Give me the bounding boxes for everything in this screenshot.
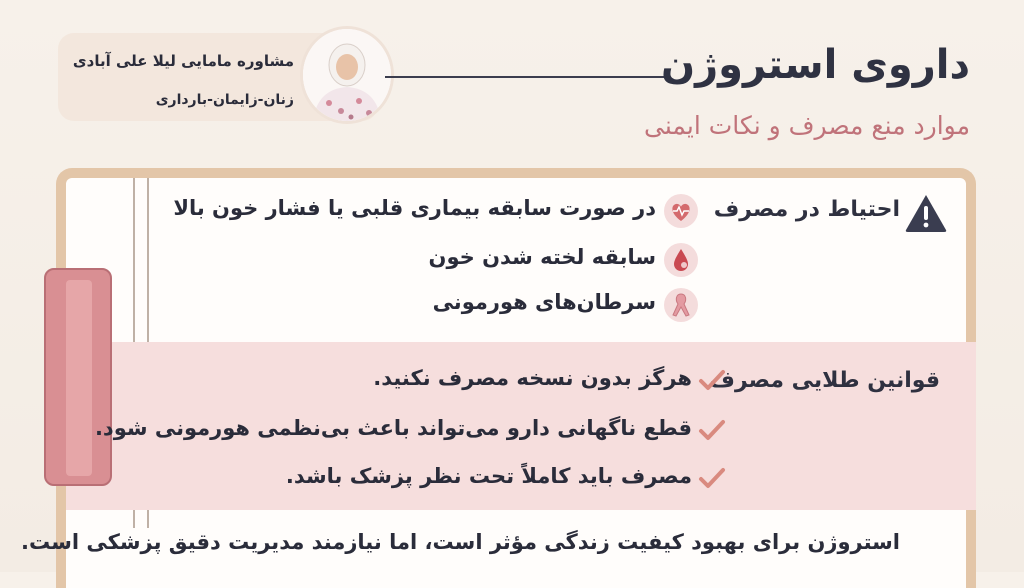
page-subtitle: موارد منع مصرف و نکات ایمنی bbox=[644, 111, 970, 140]
caution-item-heart: در صورت سابقه بیماری قلبی یا فشار خون بالا bbox=[173, 196, 656, 220]
header-divider bbox=[385, 76, 667, 78]
card-tab bbox=[44, 268, 112, 486]
ribbon-icon bbox=[664, 288, 698, 322]
rule-item: قطع ناگهانی دارو می‌تواند باعث بی‌نظمی هورمونی شود. bbox=[94, 416, 692, 440]
rules-title: قوانین طلایی مصرف bbox=[709, 368, 940, 393]
avatar-portrait-icon bbox=[303, 29, 391, 121]
caution-item-clot: سابقه لخته شدن خون bbox=[428, 245, 656, 269]
rule-item: مصرف باید کاملاً تحت نظر پزشک باشد. bbox=[285, 464, 692, 488]
card-tab-inner bbox=[66, 280, 92, 476]
heart-icon bbox=[664, 194, 698, 228]
check-icon bbox=[698, 466, 726, 490]
blood-drop-icon bbox=[664, 243, 698, 277]
check-icon bbox=[698, 418, 726, 442]
footer-note: استروژن برای بهبود کیفیت زندگی مؤثر است، اما نیازمند مدیریت دقیق پزشکی است. bbox=[21, 530, 900, 554]
check-icon bbox=[698, 368, 726, 392]
consultant-name: مشاوره مامایی لیلا علی آبادی bbox=[72, 52, 294, 70]
consultant-subtitle: زنان-زایمان-بارداری bbox=[155, 92, 294, 108]
caution-item-cancer: سرطان‌های هورمونی bbox=[432, 290, 656, 314]
page-title: داروی استروژن bbox=[660, 42, 970, 88]
caution-title: احتیاط در مصرف bbox=[713, 197, 900, 222]
warning-triangle-icon bbox=[904, 192, 948, 234]
consultant-avatar bbox=[300, 26, 394, 124]
rule-item: هرگز بدون نسخه مصرف نکنید. bbox=[373, 366, 692, 390]
